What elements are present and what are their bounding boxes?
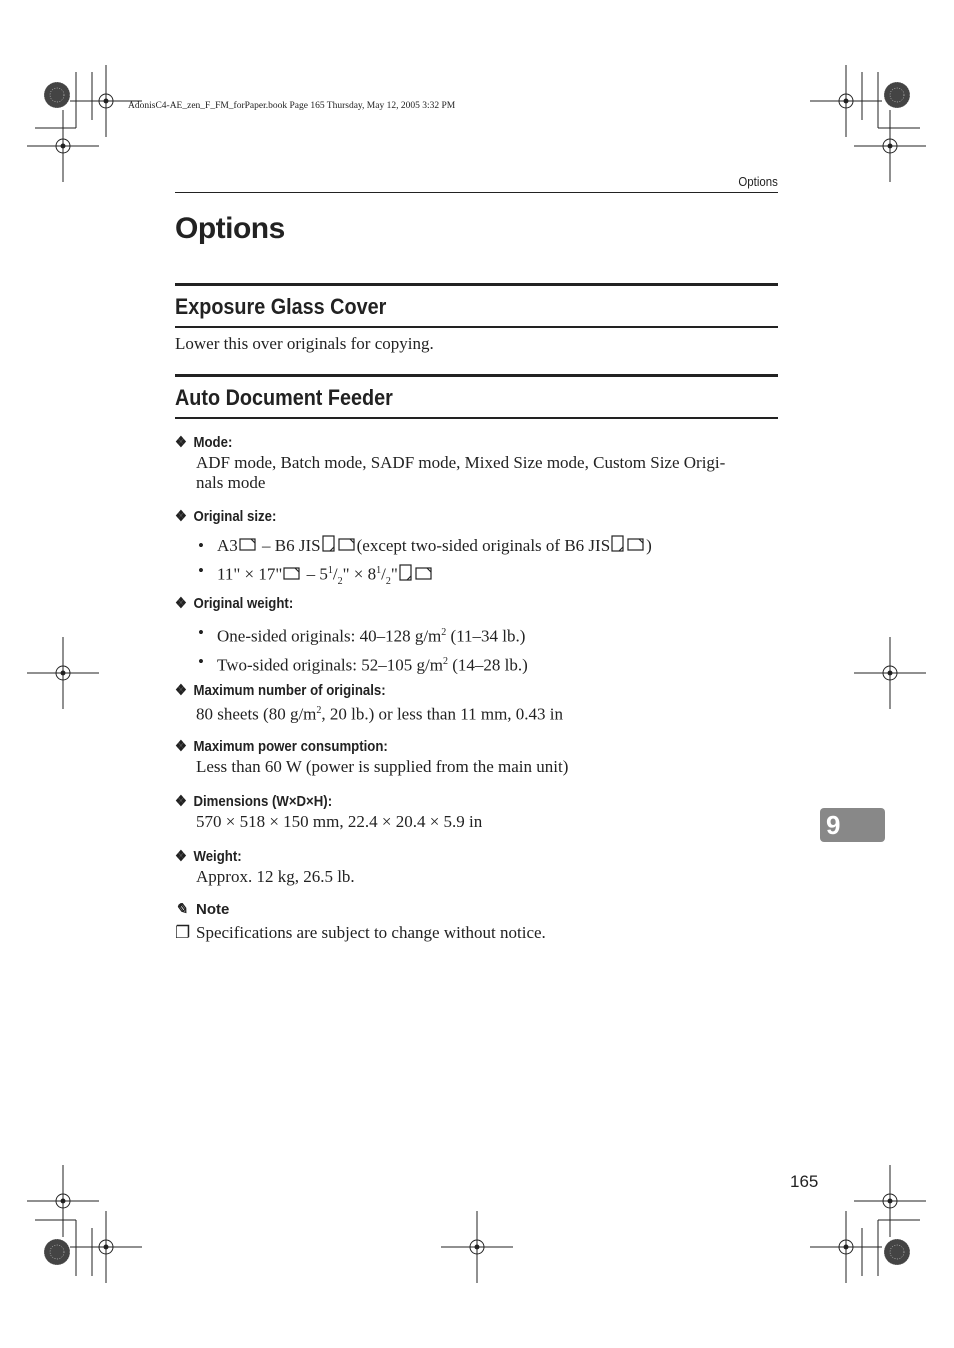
spec-max-power-value: Less than 60 W (power is supplied from the main unit): [196, 757, 569, 776]
landscape-orientation-icon: [338, 537, 356, 552]
section-heading: Auto Document Feeder: [175, 385, 393, 410]
note-item: ❐ Specifications are subject to change without notice.: [175, 923, 546, 942]
spec-dimensions: ❖ Dimensions (W×D×H): 570 × 518 × 150 mm, 22.4 × 20.4 × 5.9 in: [175, 792, 778, 832]
spec-weight-value: Approx. 12 kg, 26.5 lb.: [196, 867, 355, 886]
spec-max-power: ❖ Maximum power consumption: Less than 60 W (power is supplied from the main unit): [175, 737, 778, 777]
diamond-bullet-icon: ❖: [175, 508, 187, 525]
print-info-line: AdonisC4-AE_zen_F_FM_forPaper.book Page 165 Thursday, May 12, 2005 3:32 PM: [128, 101, 456, 111]
spec-original-weight: ❖ Original weight: • One-sided originals: 40–128 $g/m^2$ (11–34 lb.) • Two-sided originals: 52–105 $g/m^2$ (14–28 lb.): [175, 594, 778, 677]
page-title: Options: [175, 212, 285, 245]
portrait-orientation-icon: [611, 535, 625, 552]
exposure-description: Lower this over originals for copying.: [175, 334, 434, 353]
page-number: 165: [790, 1172, 819, 1191]
list-item: • 11" × 17" – $5^1/_2$" × $8^1/_2$": [196, 558, 778, 594]
portrait-orientation-icon: [399, 564, 413, 581]
diamond-bullet-icon: ❖: [175, 793, 187, 810]
landscape-orientation-icon: [283, 566, 301, 581]
landscape-orientation-icon: [239, 537, 257, 552]
spec-max-originals: ❖ Maximum number of originals: 80 sheets (80 $g/m^2$, 20 lb.) or less than 11 mm, 0.43 in: [175, 681, 778, 725]
list-item: • One-sided originals: 40–128 $g/m^2$ (11–34 lb.): [196, 620, 778, 649]
spec-original-size: ❖ Original size: • A3 – B6 JIS (except two-sided originals of B6 JIS ) • 11" × 17" – $5^1/_2$" × $8^1/_2$": [175, 507, 778, 594]
list-item: • Two-sided originals: 52–105 $g/m^2$ (14–28 lb.): [196, 649, 778, 678]
spec-dimensions-value: 570 × 518 × 150 mm, 22.4 × 20.4 × 5.9 in: [196, 812, 483, 831]
chapter-tab: 9: [820, 808, 885, 842]
diamond-bullet-icon: ❖: [175, 595, 187, 612]
checkbox-bullet-icon: ❐: [175, 923, 191, 942]
section-auto-document-feeder: [175, 374, 778, 419]
spec-weight: ❖ Weight: Approx. 12 kg, 26.5 lb.: [175, 847, 778, 887]
diamond-bullet-icon: ❖: [175, 682, 187, 699]
portrait-orientation-icon: [322, 535, 336, 552]
diamond-bullet-icon: ❖: [175, 848, 187, 865]
landscape-orientation-icon: [627, 537, 645, 552]
landscape-orientation-icon: [415, 566, 433, 581]
spec-max-originals-value: 80 sheets (80 $g/m^2$, 20 lb.) or less than 11 mm, 0.43 in: [196, 704, 564, 724]
note-heading: ✎ Note: [175, 901, 230, 918]
diamond-bullet-icon: ❖: [175, 434, 187, 451]
section-exposure-glass-cover: [175, 283, 778, 328]
spec-mode: ❖ Mode: ADF mode, Batch mode, SADF mode, Mixed Size mode, Custom Size Origi- nals mode: [175, 433, 778, 493]
diamond-bullet-icon: ❖: [175, 738, 187, 755]
pencil-icon: ✎: [175, 901, 188, 918]
spec-mode-value: ADF mode, Batch mode, SADF mode, Mixed Size mode, Custom Size Origi-: [196, 453, 726, 472]
spec-mode-value-cont: nals mode: [196, 473, 266, 492]
running-header: Options: [175, 174, 778, 193]
list-item: • A3 – B6 JIS (except two-sided originals of B6 JIS ): [196, 533, 778, 558]
section-heading: Exposure Glass Cover: [175, 294, 387, 319]
